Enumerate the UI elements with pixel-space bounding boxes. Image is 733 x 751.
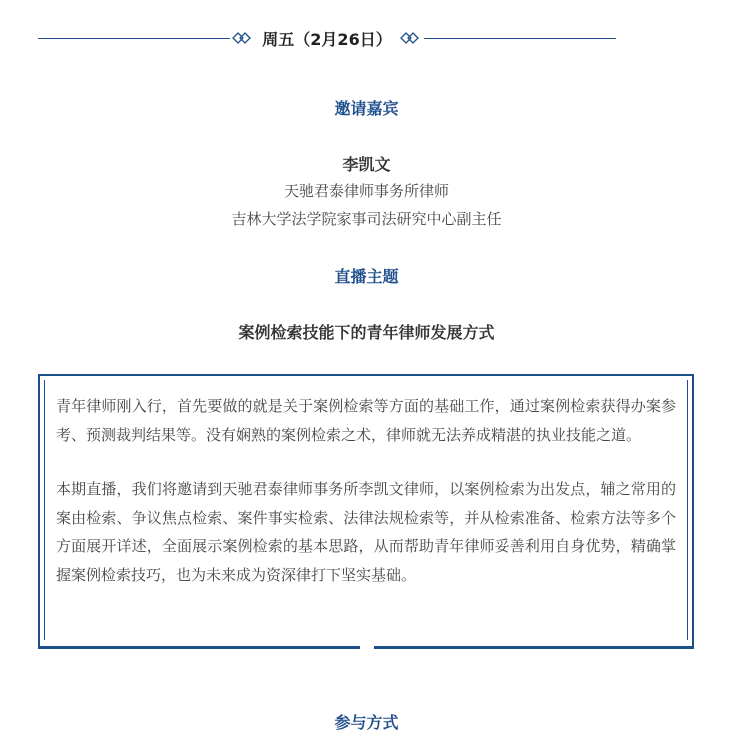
date-divider-left <box>38 38 230 39</box>
guest-section-title: 邀请嘉宾 <box>334 99 399 118</box>
description-box <box>38 374 694 649</box>
diamond-ornament-icon <box>232 32 254 44</box>
date-header <box>38 24 616 52</box>
date-label: 周五（2月26日） <box>262 29 392 49</box>
description-text <box>56 392 676 615</box>
guest-position: 天驰君泰律师事务所律师 <box>283 182 449 200</box>
guest-affiliation: 吉林大学法学院家事司法研究中心副主任 <box>231 210 502 228</box>
description-box-gap <box>360 644 374 650</box>
live-topic: 案例检索技能下的青年律师发展方式 <box>238 323 495 342</box>
description-paragraph-1: 青年律师刚入行，首先要做的就是关于案例检索等方面的基础工作，通过案例检索获得办案参考、预测裁判结果等。没有娴熟的案例检索之术，律师就无法养成精湛的执业技能之道。 <box>56 397 676 444</box>
description-paragraph-2: 本期直播，我们将邀请到天驰君泰律师事务所李凯文律师，以案例检索为出发点，辅之常用的案由检索、争议焦点检索、案件事实检索、法律法规检索等，并从检索准备、检索方法等多个方面展开详述，全面展示案例检索的基本思路，从而帮助青年律师妥善利用自身优势，精确掌握案例检索技巧，也为未来成为资深律打下坚实基础。 <box>56 480 676 584</box>
participation-section-title: 参与方式 <box>334 713 399 732</box>
date-divider-right <box>424 38 616 39</box>
topic-section-title: 直播主题 <box>334 267 399 286</box>
diamond-ornament-icon <box>400 32 422 44</box>
guest-name: 李凯文 <box>342 155 391 174</box>
